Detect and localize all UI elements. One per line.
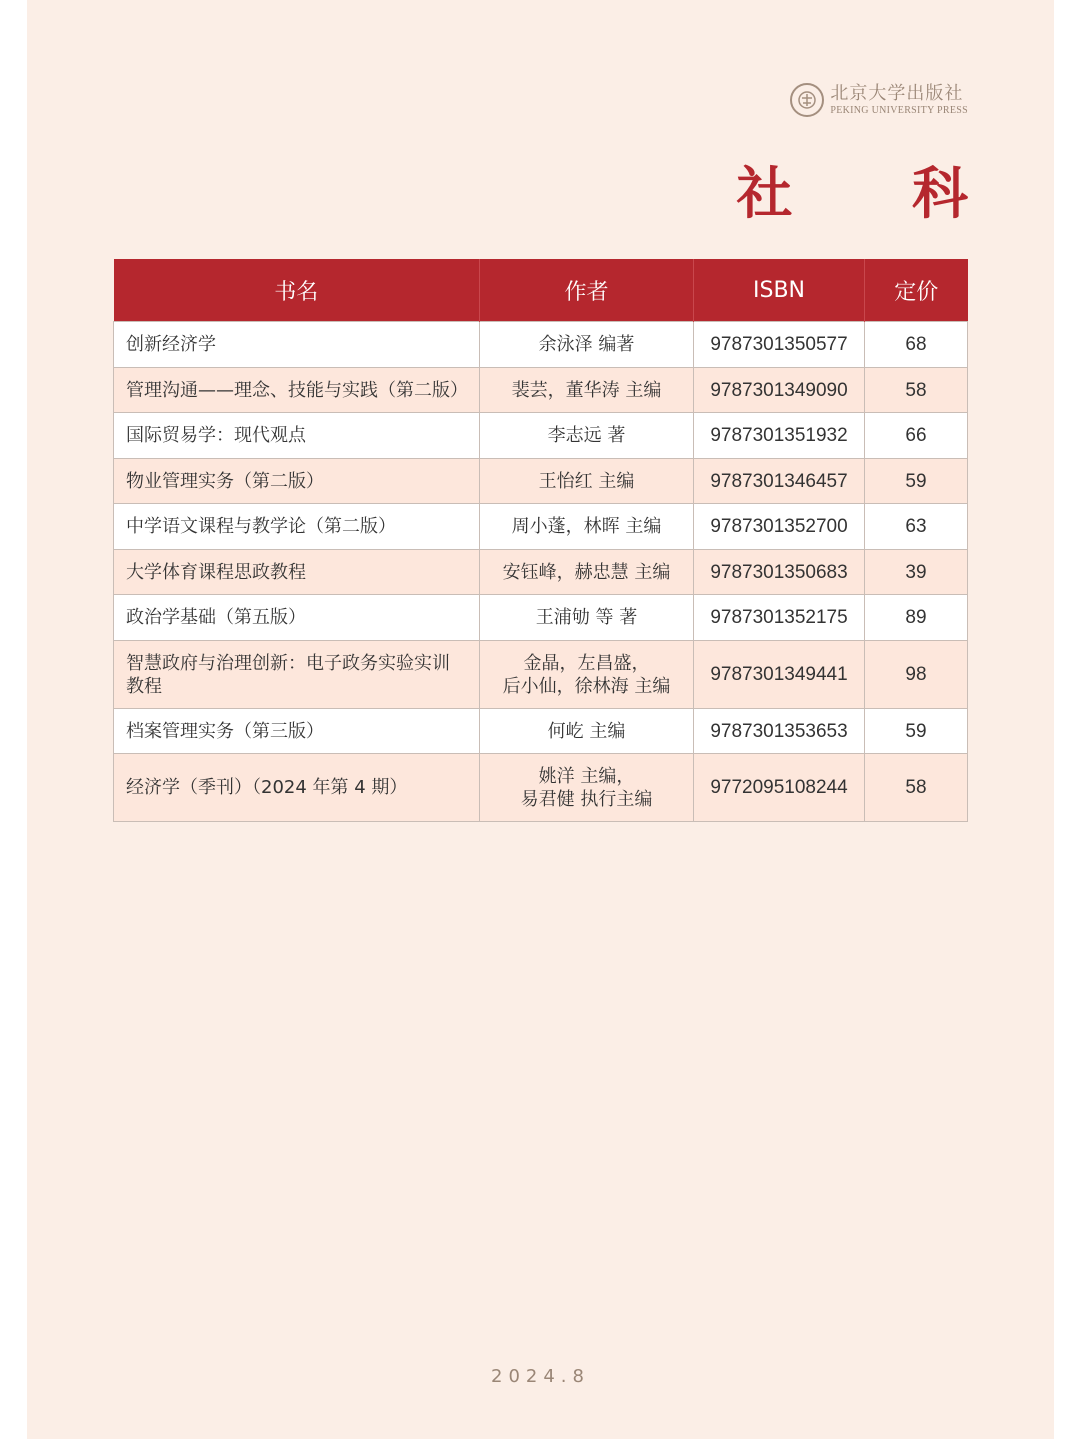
book-price: 59 — [865, 709, 968, 754]
table-row — [114, 459, 968, 504]
author-line: 后小仙，徐林海 主编 — [502, 675, 671, 697]
book-author: 安钰峰，赫忠慧 主编 — [480, 550, 694, 595]
book-isbn: 9772095108244 — [694, 754, 865, 822]
table-row — [114, 413, 968, 459]
book-isbn: 9787301350577 — [694, 322, 865, 368]
table-row — [114, 754, 968, 822]
book-author — [480, 641, 694, 709]
book-title: 管理沟通——理念、技能与实践（第二版） — [114, 368, 480, 413]
header-isbn: ISBN — [694, 259, 865, 322]
book-title: 物业管理实务（第二版） — [114, 459, 480, 504]
book-isbn: 9787301349090 — [694, 368, 865, 413]
book-price: 68 — [865, 322, 968, 368]
university-seal-icon — [790, 83, 824, 117]
book-author: 裴芸，董华涛 主编 — [480, 368, 694, 413]
footer-date: 2024.8 — [491, 1366, 590, 1387]
header-title: 书名 — [114, 259, 480, 322]
book-price: 89 — [865, 595, 968, 641]
publisher-name-cn: 北京大学出版社 — [830, 82, 964, 104]
book-price: 63 — [865, 504, 968, 550]
table-row — [114, 322, 968, 368]
table-row — [114, 641, 968, 709]
book-author: 何屹 主编 — [480, 709, 694, 754]
author-line: 姚洋 主编， — [538, 765, 635, 787]
book-author: 李志远 著 — [480, 413, 694, 459]
book-title: 国际贸易学：现代观点 — [114, 413, 480, 459]
book-title: 创新经济学 — [114, 322, 480, 368]
book-price: 39 — [865, 550, 968, 595]
book-title: 中学语文课程与教学论（第二版） — [114, 504, 480, 550]
book-price: 58 — [865, 754, 968, 822]
section-title: 社 科 — [736, 161, 1018, 227]
book-isbn: 9787301352175 — [694, 595, 865, 641]
table-row — [114, 368, 968, 413]
publisher-name-en: PEKING UNIVERSITY PRESS — [830, 104, 968, 116]
book-isbn: 9787301352700 — [694, 504, 865, 550]
table-header-row — [114, 259, 968, 322]
book-isbn: 9787301350683 — [694, 550, 865, 595]
header-price: 定价 — [865, 259, 968, 322]
catalog-page — [27, 0, 1054, 1439]
table-row — [114, 709, 968, 754]
book-title: 经济学（季刊）（2024 年第 4 期） — [114, 754, 480, 822]
book-title: 智慧政府与治理创新：电子政务实验实训教程 — [114, 641, 480, 709]
book-isbn: 9787301353653 — [694, 709, 865, 754]
book-title: 政治学基础（第五版） — [114, 595, 480, 641]
table-row — [114, 595, 968, 641]
book-author: 余泳泽 编著 — [480, 322, 694, 368]
author-line: 易君健 执行主编 — [520, 788, 653, 810]
book-author: 周小蓬，林晖 主编 — [480, 504, 694, 550]
book-price: 58 — [865, 368, 968, 413]
book-title: 档案管理实务（第三版） — [114, 709, 480, 754]
book-author — [480, 754, 694, 822]
author-line: 金晶，左昌盛， — [523, 652, 650, 674]
book-author: 王怡红 主编 — [480, 459, 694, 504]
book-isbn: 9787301349441 — [694, 641, 865, 709]
book-table — [113, 259, 968, 822]
book-price: 98 — [865, 641, 968, 709]
book-price: 59 — [865, 459, 968, 504]
book-author: 王浦劬 等 著 — [480, 595, 694, 641]
table-row — [114, 550, 968, 595]
publisher-logo — [790, 80, 968, 120]
book-price: 66 — [865, 413, 968, 459]
book-isbn: 9787301346457 — [694, 459, 865, 504]
book-title: 大学体育课程思政教程 — [114, 550, 480, 595]
book-isbn: 9787301351932 — [694, 413, 865, 459]
header-author: 作者 — [480, 259, 694, 322]
table-row — [114, 504, 968, 550]
